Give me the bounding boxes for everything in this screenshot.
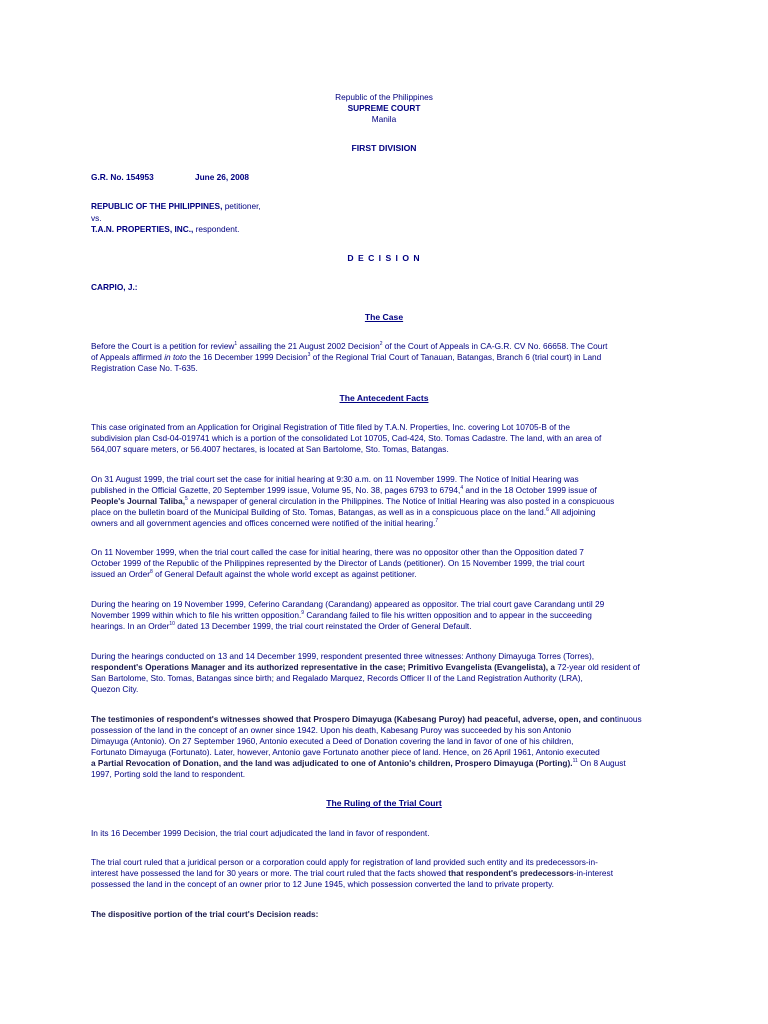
text: On 11 November 1999, when the trial court called the case for initial hearing, there was no oppositor other than the Opposition dated 7 bbox=[91, 547, 584, 557]
text: 564,007 square meters, or 56.4007 hectares, is located at San Bartolome, Sto. Tomas, Batangas. bbox=[91, 444, 449, 454]
italic-text: in toto bbox=[164, 352, 187, 362]
footnote-ref[interactable]: 3 bbox=[307, 352, 311, 358]
text: On 8 August bbox=[577, 758, 626, 768]
division-line: FIRST DIVISION bbox=[351, 143, 417, 153]
text: the 16 December 1999 Decision bbox=[186, 352, 308, 362]
petitioner-line bbox=[91, 201, 261, 212]
paragraph-application bbox=[91, 422, 681, 455]
paragraph-adjudication bbox=[91, 828, 681, 839]
footnote-ref[interactable]: 6 bbox=[546, 507, 549, 513]
footnote-ref[interactable]: 7 bbox=[435, 518, 439, 524]
text: The trial court ruled that a juridical person or a corporation could apply for registration of land provided such entity and its predecessors-in- bbox=[91, 857, 598, 867]
court-name: SUPREME COURT bbox=[347, 103, 421, 113]
text: -in-interest bbox=[573, 868, 614, 878]
section-ruling-trial-court: The Ruling of the Trial Court bbox=[326, 798, 442, 808]
text: 72-year old resident of bbox=[554, 662, 640, 672]
footnote-ref[interactable]: 2 bbox=[379, 341, 383, 347]
text: October 1999 of the Republic of the Philippines represented by the Director of Lands (petitioner). On 15 November 1999, the trial court bbox=[91, 558, 585, 568]
paragraph-opposition bbox=[91, 547, 681, 580]
text: and in the 18 October 1999 issue of bbox=[463, 485, 597, 495]
versus: vs. bbox=[91, 213, 102, 223]
ponente: CARPIO, J.: bbox=[91, 282, 138, 292]
text: Fortunato Dimayuga (Fortunato). Later, however, Antonio gave Fortunato another piece of land. Hence, on 26 April 1961, Antonio executed bbox=[91, 747, 600, 757]
paragraph-testimonies bbox=[91, 714, 681, 780]
paragraph-dispositive bbox=[91, 909, 681, 920]
republic-line: Republic of the Philippines bbox=[335, 92, 433, 102]
highlighted-text: respondent's Operations Manager and its authorized representative in the case; Primitivo Evangelista (Evangelista), a bbox=[91, 662, 555, 672]
footnote-ref[interactable]: 11 bbox=[572, 758, 578, 764]
text: 1997, Porting sold the land to respondent. bbox=[91, 769, 246, 779]
text: possession of the land in the concept of an owner since 1942. Upon his death, Kabesang Puroy was succeeded by his son Antonio bbox=[91, 725, 572, 735]
text: hearings. In an Order bbox=[91, 621, 170, 631]
text: Quezon City. bbox=[91, 684, 139, 694]
highlighted-text: that respondent's predecessors bbox=[448, 868, 574, 878]
text: subdivision plan Csd-04-019741 which is a portion of the consolidated Lot 10705, Cad-424, Sto. Tomas Cadastre. The land, with an area of bbox=[91, 433, 602, 443]
decision-title: D E C I S I O N bbox=[347, 253, 421, 263]
highlighted-text: The testimonies of respondent's witnesses showed that Prospero Dimayuga (Kabesang Puroy) had peaceful, adverse, open, and con bbox=[91, 714, 615, 724]
text: All adjoining bbox=[548, 507, 596, 517]
paragraph-trial-court-ruling bbox=[91, 857, 681, 890]
text: of General Default against the whole world except as against petitioner. bbox=[152, 569, 417, 579]
text: This case originated from an Application for Original Registration of Title filed by T.A.N. Properties, Inc. covering Lot 10705-B of the bbox=[91, 422, 571, 432]
text: During the hearing on 19 November 1999, Ceferino Carandang (Carandang) appeared as oppositor. The trial court gave Carandang until 29 bbox=[91, 599, 605, 609]
case-date: June 26, 2008 bbox=[195, 172, 249, 182]
paragraph-carandang bbox=[91, 599, 681, 632]
text: a newspaper of general circulation in the Philippines. The Notice of Initial Hearing was also posted in a conspicuous bbox=[187, 496, 615, 506]
text: of the Regional Trial Court of Tanauan, Batangas, Branch 6 (trial court) in Land bbox=[310, 352, 602, 362]
text: Carandang failed to file his written opposition and to appear in the succeeding bbox=[304, 610, 592, 620]
paragraph-witnesses bbox=[91, 651, 681, 695]
text: assailing the 21 August 2002 Decision bbox=[237, 341, 380, 351]
petitioner-name: REPUBLIC OF THE PHILIPPINES, bbox=[91, 201, 223, 211]
highlighted-text: a Partial Revocation of Donation, and the land was adjudicated to one of Antonio's children, Prospero Dimayuga (Porting). bbox=[91, 758, 573, 768]
text: November 1999 within which to file his written opposition. bbox=[91, 610, 302, 620]
section-the-case: The Case bbox=[364, 312, 404, 322]
text: possessed the land in the concept of an owner prior to 12 June 1945, which possession converted the land to private property. bbox=[91, 879, 554, 889]
text: dated 13 December 1999, the trial court reinstated the Order of General Default. bbox=[174, 621, 472, 631]
text: place on the bulletin board of the Municipal Building of Sto. Tomas, Batangas, as well as in a conspicuous place on the land. bbox=[91, 507, 547, 517]
paragraph-the-case bbox=[91, 341, 681, 374]
text: tinuous bbox=[614, 714, 642, 724]
text: Before the Court is a petition for review bbox=[91, 341, 235, 351]
text: of Appeals affirmed bbox=[91, 352, 165, 362]
highlighted-text: The dispositive portion of the trial court's Decision reads: bbox=[91, 909, 319, 919]
paragraph-initial-hearing bbox=[91, 474, 681, 529]
text: published in the Official Gazette, 20 September 1999 issue, Volume 95, No. 38, pages 6793 to 6794, bbox=[91, 485, 461, 495]
respondent-line bbox=[91, 224, 239, 235]
footnote-ref[interactable]: 10 bbox=[169, 621, 175, 627]
respondent-name: T.A.N. PROPERTIES, INC., bbox=[91, 224, 194, 234]
text: of the Court of Appeals in CA-G.R. CV No. 66658. The Court bbox=[382, 341, 608, 351]
text: San Bartolome, Sto. Tomas, Batangas since birth; and Regalado Marquez, Records Officer II of the Land Registration Authority (LRA), bbox=[91, 673, 583, 683]
footnote-ref[interactable]: 1 bbox=[234, 341, 238, 347]
footnote-ref[interactable]: 4 bbox=[460, 485, 464, 491]
text: owners and all government agencies and offices concerned were notified of the initial hearing. bbox=[91, 518, 436, 528]
footnote-ref[interactable]: 5 bbox=[185, 496, 188, 502]
text: On 31 August 1999, the trial court set the case for initial hearing at 9:30 a.m. on 11 November 1999. The Notice of Initial Hearing was bbox=[91, 474, 579, 484]
text: During the hearings conducted on 13 and 14 December 1999, respondent presented three witnesses: Anthony Dimayuga Torres (Torres), bbox=[91, 651, 595, 661]
footnote-ref[interactable]: 9 bbox=[301, 610, 305, 616]
text: issued an Order bbox=[91, 569, 151, 579]
city-line: Manila bbox=[371, 114, 397, 124]
petitioner-role: petitioner, bbox=[222, 201, 261, 211]
section-antecedent-facts: The Antecedent Facts bbox=[339, 393, 429, 403]
text: interest have possessed the land for 30 years or more. The trial court ruled that the facts showed bbox=[91, 868, 449, 878]
text: In its 16 December 1999 Decision, the trial court adjudicated the land in favor of respondent. bbox=[91, 828, 430, 838]
respondent-role: respondent. bbox=[193, 224, 240, 234]
footnote-ref[interactable]: 8 bbox=[150, 569, 153, 575]
publication-name: People's Journal Taliba, bbox=[91, 496, 186, 506]
text: Registration Case No. T-635. bbox=[91, 363, 198, 373]
text: Dimayuga (Antonio). On 27 September 1960, Antonio executed a Deed of Donation covering the land in favor of one of his children, bbox=[91, 736, 574, 746]
gr-number: G.R. No. 154953 bbox=[91, 172, 154, 182]
